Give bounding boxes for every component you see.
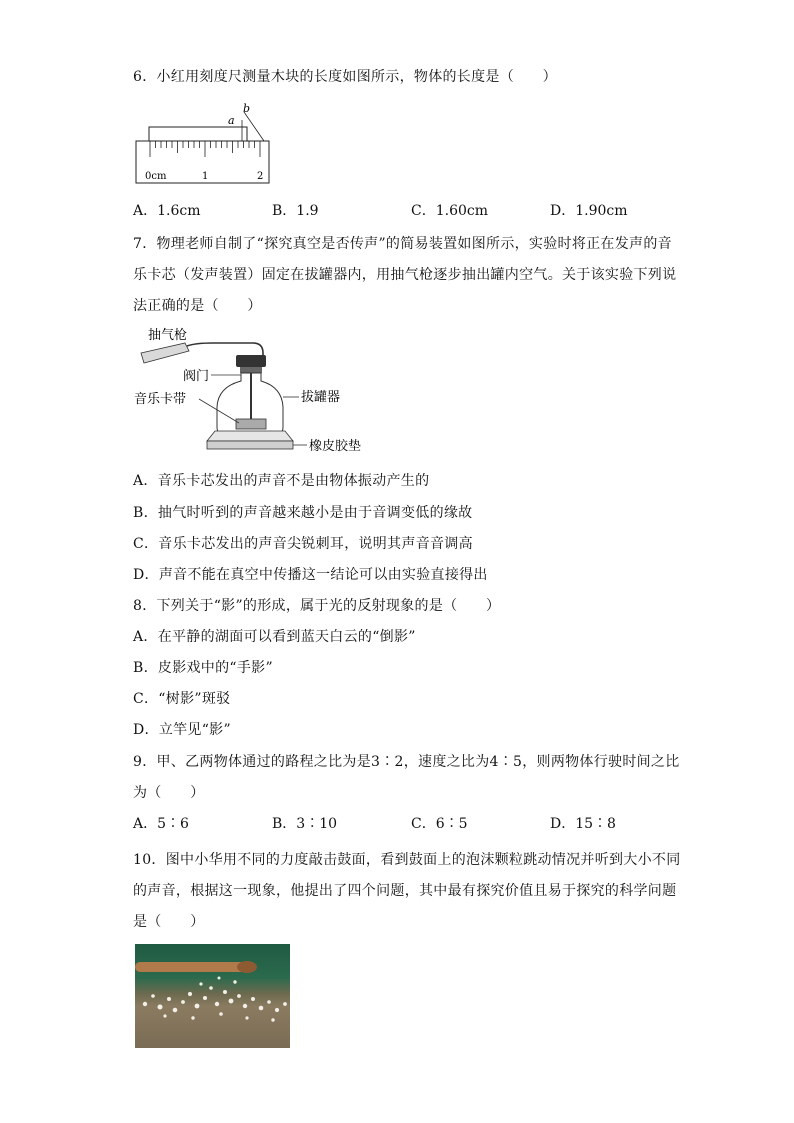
q8-option-d[interactable]: D．立竿见“影” xyxy=(133,722,231,738)
q9-stem-line-2: 为（ ） xyxy=(133,785,205,801)
q9-option-d[interactable]: D．15∶8 xyxy=(550,816,616,832)
label-pump: 抽气枪 xyxy=(148,328,188,343)
tick-label-1: 1 xyxy=(202,171,209,182)
q9-options xyxy=(133,814,693,834)
q10-stem-line-2: 的声音，根据这一现象，他提出了四个问题，其中最有探究价值且易于探究的科学问题 xyxy=(133,883,677,899)
q7-option-b[interactable]: B．抽气时听到的声音越来越小是由于音调变低的缘故 xyxy=(133,505,473,521)
label-a: a xyxy=(228,114,235,127)
q8-option-c[interactable]: C．“树影”斑驳 xyxy=(133,691,231,707)
q9-option-a[interactable]: A．5∶6 xyxy=(133,816,189,832)
q7-stem-line-3: 法正确的是（ ） xyxy=(133,298,262,314)
vacuum-apparatus-figure xyxy=(133,323,393,458)
ruler-ticks xyxy=(150,141,260,157)
tick-label-2: 2 xyxy=(257,171,264,182)
q7-stem-line-1: 7．物理老师自制了“探究真空是否传声”的简易装置如图所示，实验时将正在发声的音 xyxy=(133,236,672,252)
q10-stem-line-1: 10．图中小华用不同的力度敲击鼓面，看到鼓面上的泡沫颗粒跳动情况并听到大小不同 xyxy=(133,852,681,868)
q6-option-a[interactable]: A．1.6cm xyxy=(133,203,201,219)
wood-block xyxy=(149,127,247,141)
ruler-figure xyxy=(133,100,278,188)
q8-option-b[interactable]: B．皮影戏中的“手影” xyxy=(133,660,273,676)
q6-option-b[interactable]: B．1.9 xyxy=(272,203,319,219)
q8-option-a[interactable]: A．在平静的湖面可以看到蓝天白云的“倒影” xyxy=(133,629,416,645)
q6-stem: 6．小红用刻度尺测量木块的长度如图所示，物体的长度是（ ） xyxy=(133,69,557,85)
drum-foam-illustration xyxy=(135,944,290,1048)
q7-option-c[interactable]: C．音乐卡芯发出的声音尖锐刺耳，说明其声音音调高 xyxy=(133,536,473,552)
label-pad: 橡皮胶垫 xyxy=(309,439,362,454)
q9-option-c[interactable]: C．6∶5 xyxy=(411,816,468,832)
q7-option-d[interactable]: D．声音不能在真空中传播这一结论可以由实验直接得出 xyxy=(133,567,488,583)
q6-option-d[interactable]: D．1.90cm xyxy=(550,203,628,219)
q9-stem-line-1: 9．甲、乙两物体通过的路程之比为是3∶2，速度之比为4∶5，则两物体行驶时间之比 xyxy=(133,754,680,770)
q7-stem-line-2: 乐卡芯（发声装置）固定在拔罐器内，用抽气枪逐步抽出罐内空气。关于该实验下列说 xyxy=(133,267,677,283)
music-card xyxy=(236,419,266,429)
pump-gun xyxy=(141,343,189,363)
q6-option-c[interactable]: C．1.60cm xyxy=(411,203,488,219)
tick-label-0: 0cm xyxy=(145,171,167,182)
q9-option-b[interactable]: B．3∶10 xyxy=(272,816,338,832)
drum-foam-photo xyxy=(135,944,290,1048)
label-valve: 阀门 xyxy=(183,369,210,384)
label-card: 音乐卡带 xyxy=(134,392,187,407)
foam-particles xyxy=(143,977,287,1022)
q7-option-a[interactable]: A．音乐卡芯发出的声音不是由物体振动产生的 xyxy=(133,473,430,489)
q10-stem-line-3: 是（ ） xyxy=(133,914,205,930)
rubber-pad xyxy=(207,431,293,441)
label-cup: 拔罐器 xyxy=(301,390,341,405)
label-b: b xyxy=(243,102,251,115)
q6-options xyxy=(133,201,693,221)
q8-stem: 8．下列关于“影”的形成，属于光的反射现象的是（ ） xyxy=(133,598,501,614)
valve-cap xyxy=(236,355,266,367)
